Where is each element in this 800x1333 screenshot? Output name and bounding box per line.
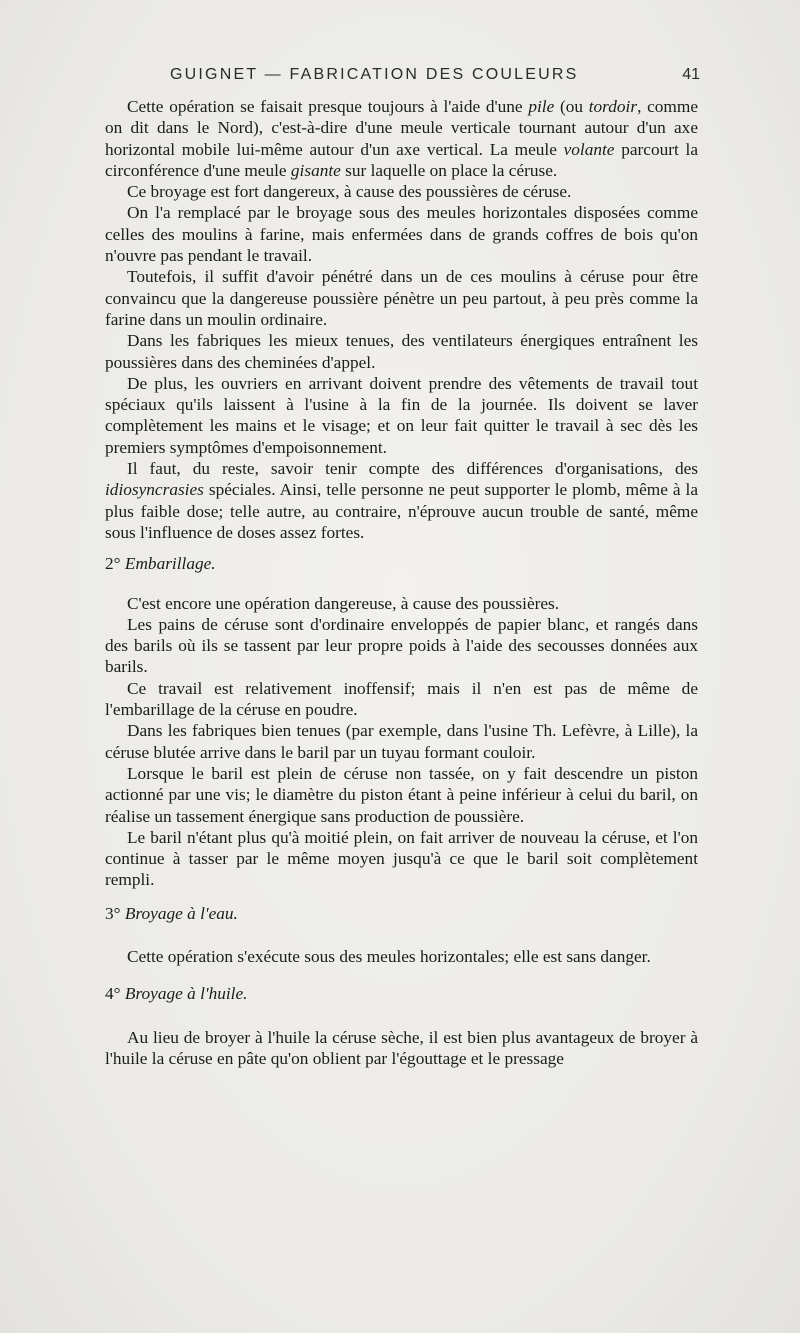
text-run: Il faut, du reste, savoir tenir compte des différences d'organisations, des — [127, 459, 698, 479]
paragraph: Ce broyage est fort dangereux, à cause des poussières de céruse. — [127, 182, 572, 202]
paragraph: Dans les fabriques bien tenues (par exemple, dans l'usine Th. Lefèvre, à Lille), la céruse blutée arrive dans le baril par un tuyau formant couloir. — [105, 721, 698, 762]
paragraph: Ce travail est relativement inoffensif; mais il n'en est pas de même de l'embarillage de la céruse en poudre. — [105, 678, 698, 720]
italic-term: tordoir — [588, 97, 638, 116]
italic-term: pile — [528, 97, 555, 116]
paragraph: C'est encore une opération dangereuse, à cause des poussières. — [127, 593, 560, 613]
paragraph: Toutefois, il suffit d'avoir pénétré dans un de ces moulins à céruse pour être convaincu que la dangereuse poussière pénètre un peu partout, à peu près comme la farine dans un moulin ordinaire. — [105, 267, 698, 329]
section-title: Embarillage. — [124, 554, 216, 574]
paragraph: On l'a remplacé par le broyage sous des meules horizontales disposées comme celles des moulins à farine, mais enfermées dans de grands coffres de bois qu'on n'ouvre pas pendant le travail. — [105, 203, 698, 266]
text-run: , comme on dit dans le Nord), c'est-à-dire d'une meule verticale tournant autour d'un axe horizontal mobile lui-même autour d'un axe vertical. La meule — [105, 97, 698, 159]
page-number: 41 — [682, 66, 700, 83]
section-title: Broyage à l'huile. — [124, 984, 248, 1004]
italic-term: volante — [563, 139, 615, 159]
section-heading — [105, 903, 698, 924]
text-run: Cette opération se faisait presque toujours à l'aide d'une — [127, 97, 529, 116]
text-run: parcourt la circonférence d'une meule — [105, 139, 698, 180]
text-run: (ou — [554, 97, 589, 116]
text-run: sur laquelle on place la céruse. — [340, 160, 558, 180]
section-heading — [105, 983, 698, 1004]
paragraph: Le baril n'étant plus qu'à moitié plein, on fait arriver de nouveau la céruse, et l'on continue à tasser par le même moyen jusqu'à ce que le baril soit complètement rempli. — [105, 827, 698, 890]
section-number: 2° — [105, 554, 121, 574]
running-header — [105, 66, 700, 90]
paragraph: Lorsque le baril est plein de céruse non tassée, on y fait descendre un piston actionné par une vis; le diamètre du piston étant à peine inférieur à celui du baril, on réalise un tassement énergique sans production de poussière. — [105, 763, 698, 826]
italic-term: gisante — [290, 160, 341, 180]
paragraph — [105, 96, 698, 181]
paragraph — [105, 458, 698, 543]
text-run: spéciales. Ainsi, telle personne ne peut supporter le plomb, même à la plus faible dose; telle autre, au contraire, n'éprouve aucun trouble de santé, même sous l'influence de doses assez fortes. — [105, 480, 698, 542]
section-number: 3° — [105, 903, 121, 923]
section-heading — [105, 553, 698, 574]
paragraph: Les pains de céruse sont d'ordinaire enveloppés de papier blanc, et rangés dans des barils où ils se tassent par leur propre poids à l'aide des secousses données aux barils. — [105, 614, 698, 677]
paragraph: Au lieu de broyer à l'huile la céruse sèche, il est bien plus avantageux de broyer à l'huile la céruse en pâte qu'on oblient par l'égouttage et le pressage — [105, 1027, 698, 1068]
body-text — [105, 96, 698, 1069]
paragraph: De plus, les ouvriers en arrivant doivent prendre des vêtements de travail tout spéciaux qu'ils laissent à l'usine à la fin de la journée. Ils doivent se laver complètement les mains et le visage; et on leur fait quitter le travail à sec dès les premiers symptômes d'empoisonnement. — [105, 373, 698, 457]
section-title: Broyage à l'eau. — [124, 903, 238, 923]
paragraph: Cette opération s'exécute sous des meules horizontales; elle est sans danger. — [127, 946, 651, 966]
running-title: GUIGNET — FABRICATION DES COULEURS — [170, 66, 579, 83]
paragraph: Dans les fabriques les mieux tenues, des ventilateurs énergiques entraînent les poussières dans des cheminées d'appel. — [105, 331, 698, 372]
section-number: 4° — [105, 984, 121, 1004]
italic-term: idiosyncrasies — [105, 480, 204, 500]
